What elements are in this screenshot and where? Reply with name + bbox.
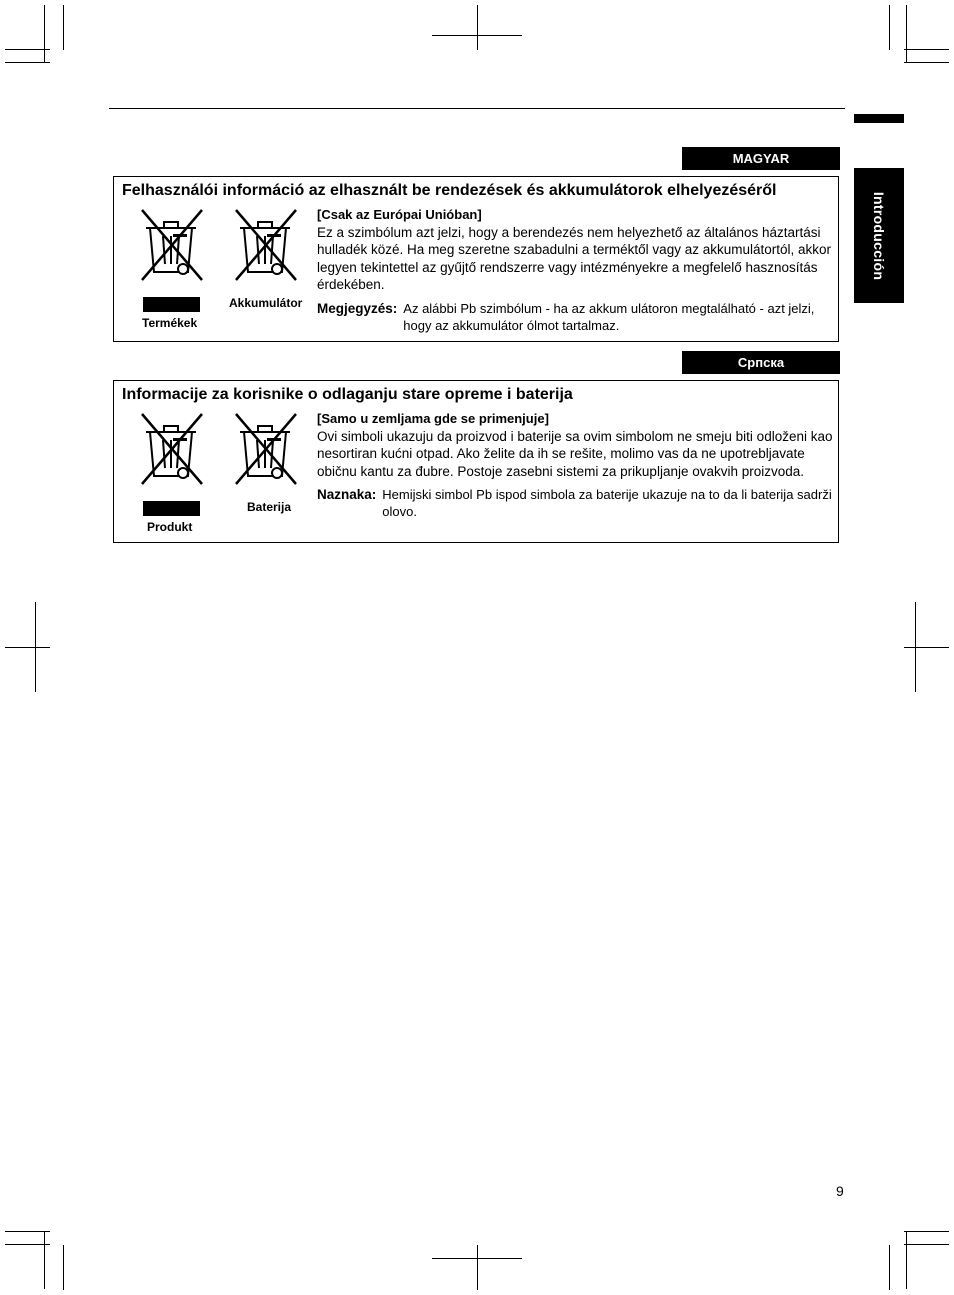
- side-tab-label: Introducción: [871, 191, 887, 280]
- note: [317, 486, 837, 520]
- note-label: Megjegyzés:: [317, 300, 398, 316]
- note: [317, 300, 837, 334]
- crossed-bin-icon: [138, 412, 206, 488]
- product-black-bar: [143, 501, 200, 516]
- section-serbian: [113, 380, 839, 543]
- section-title: Felhasználói információ az elhasznált be rendezések és akkumulátorok elhelyezéséről: [122, 182, 777, 199]
- crossed-bin-battery-icon: [232, 412, 300, 488]
- section-text: [317, 206, 837, 334]
- section-subhead: [Samo u zemljama gde se primenjuje]: [317, 411, 549, 426]
- crossed-bin-battery-icon: [232, 208, 300, 284]
- language-label-hungarian: MAGYAR: [682, 147, 840, 170]
- side-marker-bar: [854, 114, 904, 123]
- product-black-bar: [143, 297, 200, 312]
- note-label: Naznaka:: [317, 487, 377, 502]
- battery-label: Akkumulátor: [229, 296, 303, 310]
- crossed-bin-icon: [138, 208, 206, 284]
- section-title: Informacije za korisnike o odlaganju stare opreme i baterija: [122, 386, 573, 403]
- page-number: 9: [836, 1183, 844, 1199]
- section-body: Ez a szimbólum azt jelzi, hogy a berendezés nem helyezhető az általános háztartási hulladék közé. Ha meg szeretne szabadulni a terméktől vagy az akkumulátortól, akkor legyen tekintettel az gyűjtő rendszerre vagy intézményekre a megfelelő hasznosítás érdekében.: [317, 224, 832, 292]
- side-tab: [854, 168, 904, 303]
- product-label: Produkt: [147, 520, 193, 534]
- note-text: Az alábbi Pb szimbólum - ha az akkum ulátoron megtalálható - azt jelzi, hogy az akkumulátor ólmot tartalmaz.: [403, 300, 815, 333]
- section-body: Ovi simboli ukazuju da proizvod i baterije sa ovim simbolom ne smeju biti odloženi kao nesortiran kućni otpad. Ako želite da ih se rešite, molimo vas da ne upotrebljavate običnu kantu za đubre. Postoje zasebni sistemi za prikupljanje ovakvih proizvoda.: [317, 428, 833, 479]
- note-text: Hemijski simbol Pb ispod simbola za baterije ukazuje na to da li baterija sadrži olovo.: [382, 487, 832, 519]
- product-label: Termékek: [142, 316, 198, 330]
- battery-label: Baterija: [247, 500, 292, 514]
- header-rule: [109, 108, 845, 109]
- language-label-serbian: Српска: [682, 351, 840, 374]
- section-hungarian: [113, 176, 839, 342]
- section-subhead: [Csak az Európai Unióban]: [317, 207, 482, 222]
- section-text: [317, 410, 837, 520]
